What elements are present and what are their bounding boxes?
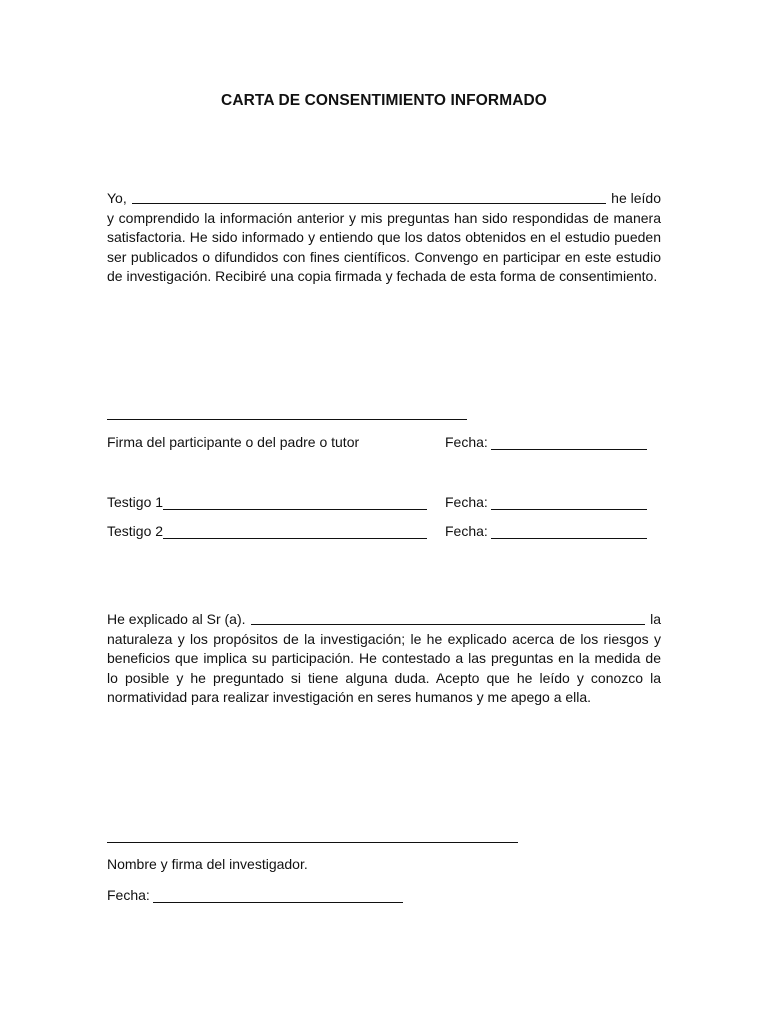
participant-date-blank[interactable] xyxy=(491,435,647,450)
witness-1-field[interactable]: Testigo 1 xyxy=(107,494,427,510)
consent-paragraph xyxy=(107,189,661,287)
consent-prefix: Yo, xyxy=(107,190,127,206)
investigator-body: naturaleza y los propósitos de la investigación; le he explicado acerca de los riesgos y beneficios que implica su participación. He contestado a las preguntas en la medida de lo posible y he preguntado si tiene alguna duda. Acepto que he leído y conozco la normatividad para realizar investigación en seres humanos y me apego a ella. xyxy=(107,630,661,706)
consent-suffix: he leído xyxy=(611,190,661,206)
witness-2-field[interactable]: Testigo 2 xyxy=(107,523,427,539)
participant-name-blank[interactable] xyxy=(132,189,606,204)
investigator-date-field[interactable]: Fecha: xyxy=(107,887,403,903)
witness-1-date-field[interactable]: Fecha: xyxy=(445,494,647,510)
investigator-date-blank[interactable] xyxy=(153,888,403,903)
participant-signature-line[interactable] xyxy=(107,419,467,420)
investigator-suffix: la xyxy=(650,611,661,627)
investigator-paragraph xyxy=(107,610,661,708)
witness-2-date-field[interactable]: Fecha: xyxy=(445,523,647,539)
participant-signature-label: Firma del participante o del padre o tutor xyxy=(107,434,360,450)
consent-name-line xyxy=(107,189,661,209)
witness-2-date-blank[interactable] xyxy=(491,524,647,539)
consent-body: y comprendido la información anterior y mis preguntas han sido respondidas de manera satisfactoria. He sido informado y entiendo que los datos obtenidos en el estudio pueden ser publicados o difundidos con fines científicos. Convengo en participar en este estudio de investigación. Recibiré una copia firmada y fechada de esta forma de consentimiento. xyxy=(107,209,661,285)
investigator-name-label: Nombre y firma del investigador. xyxy=(107,856,308,872)
witness-1-blank[interactable] xyxy=(163,495,427,510)
participant-date-field[interactable]: Fecha: xyxy=(445,434,647,450)
witness-1-date-blank[interactable] xyxy=(491,495,647,510)
investigator-signature-line[interactable] xyxy=(107,842,518,843)
subject-name-blank[interactable] xyxy=(251,610,646,625)
document-title: CARTA DE CONSENTIMIENTO INFORMADO xyxy=(221,92,547,109)
witness-2-blank[interactable] xyxy=(163,524,427,539)
investigator-prefix: He explicado al Sr (a). xyxy=(107,611,246,627)
investigator-name-line xyxy=(107,610,661,630)
